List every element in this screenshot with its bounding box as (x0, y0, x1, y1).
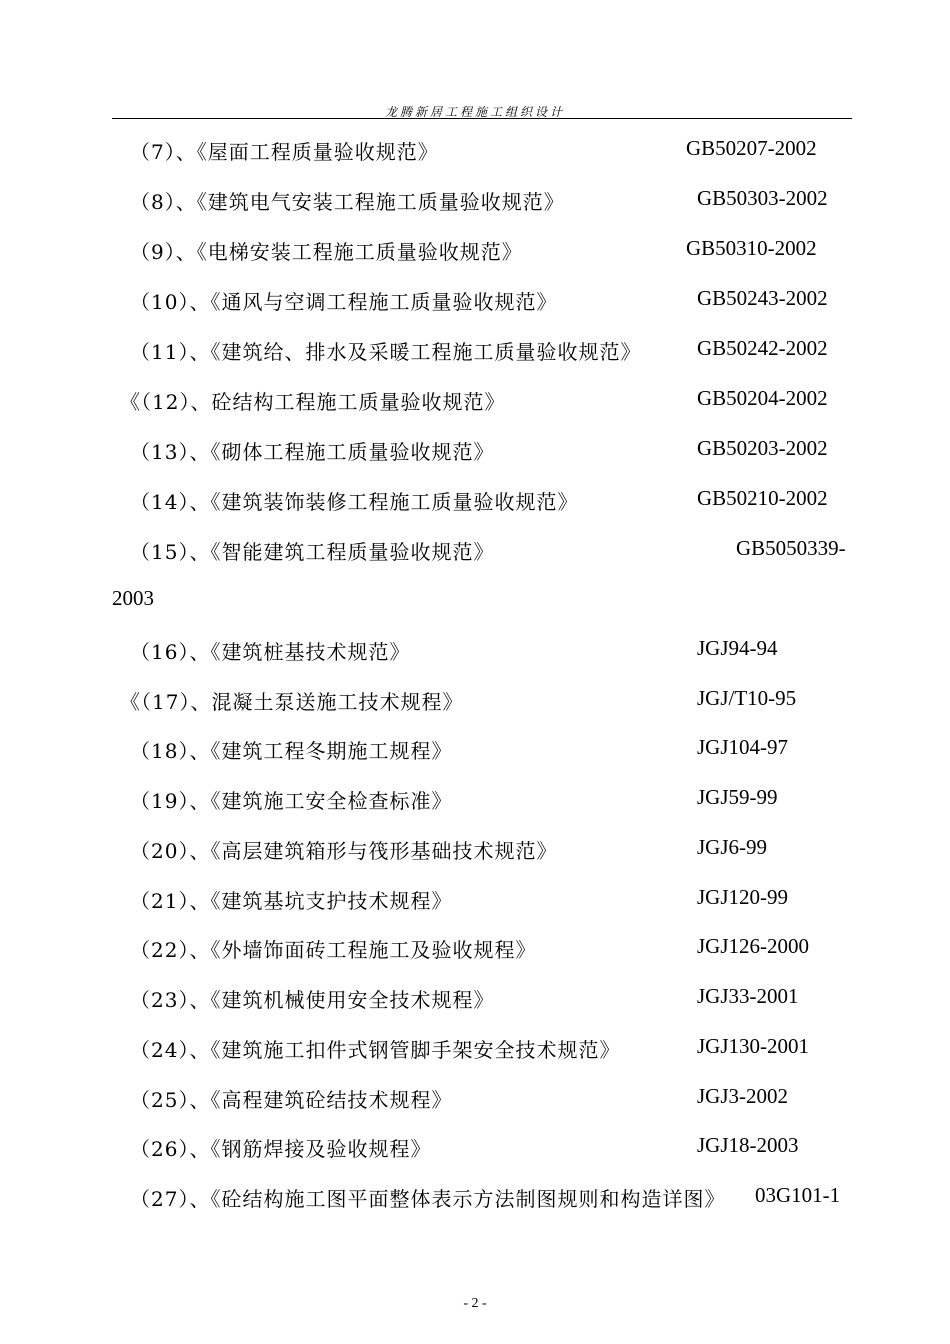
standard-code: GB50207-2002 (686, 136, 817, 160)
page-number: - 2 - (463, 1296, 487, 1311)
standard-row (0, 835, 950, 865)
standard-row (0, 486, 950, 516)
standard-title: 《（17）、混凝土泵送施工技术规程》 (120, 690, 464, 714)
standard-title: （23）、《建筑机械使用安全技术规程》 (130, 988, 495, 1012)
standard-code: JGJ33-2001 (697, 984, 799, 1008)
standard-code: GB5050339- (736, 536, 846, 560)
standard-code: JGJ/T10-95 (697, 686, 797, 710)
standard-title: （15）、《智能建筑工程质量验收规范》 (130, 540, 495, 564)
standard-title: （14）、《建筑装饰装修工程施工质量验收规范》 (130, 490, 579, 514)
running-header: 龙腾新居工程施工组织设计 (384, 105, 565, 119)
standard-title: （8）、《建筑电气安装工程施工质量验收规范》 (130, 190, 565, 214)
standard-row (0, 436, 950, 466)
standard-code: GB50203-2002 (697, 436, 828, 460)
standard-code: GB50243-2002 (697, 286, 828, 310)
standard-title: （18）、《建筑工程冬期施工规程》 (130, 739, 453, 763)
standard-title: （22）、《外墙饰面砖工程施工及验收规程》 (130, 938, 537, 962)
standard-code-continuation: 2003 (112, 586, 154, 610)
standard-code: JGJ18-2003 (697, 1133, 799, 1157)
standard-title: （26）、《钢筋焊接及验收规程》 (130, 1137, 432, 1161)
standard-code: JGJ94-94 (697, 636, 778, 660)
standard-row (0, 785, 950, 815)
standard-code: JGJ120-99 (697, 885, 789, 909)
standard-code: JGJ6-99 (697, 835, 768, 859)
standard-title: 《（12）、砼结构工程施工质量验收规范》 (120, 390, 506, 414)
standard-row (0, 336, 950, 366)
standard-code: JGJ104-97 (697, 735, 789, 759)
standard-row (0, 136, 950, 166)
standard-row (0, 236, 950, 266)
standard-row (0, 934, 950, 964)
standard-row (0, 984, 950, 1014)
standard-code: JGJ126-2000 (697, 934, 810, 958)
standard-code: GB50303-2002 (697, 186, 828, 210)
standard-row (0, 386, 950, 416)
standard-code: JGJ3-2002 (697, 1084, 789, 1108)
standard-title: （27）、《砼结构施工图平面整体表示方法制图规则和构造详图》 (130, 1187, 726, 1211)
standard-title: （10）、《通风与空调工程施工质量验收规范》 (130, 290, 558, 314)
standard-row (0, 286, 950, 316)
header-rule (112, 118, 852, 119)
standard-code: GB50204-2002 (697, 386, 828, 410)
standard-row (0, 636, 950, 666)
standard-row (0, 735, 950, 765)
standard-title: （25）、《高程建筑砼结技术规程》 (130, 1088, 453, 1112)
standard-title: （13）、《砌体工程施工质量验收规范》 (130, 440, 495, 464)
standard-code: GB50242-2002 (697, 336, 828, 360)
standard-row (0, 1034, 950, 1064)
standard-row (0, 1133, 950, 1163)
standard-code: JGJ130-2001 (697, 1034, 810, 1058)
standard-row (0, 186, 950, 216)
standard-title: （20）、《高层建筑箱形与筏形基础技术规范》 (130, 839, 558, 863)
standard-row-continuation (0, 586, 950, 616)
standard-title: （9）、《电梯安装工程施工质量验收规范》 (130, 240, 523, 264)
standard-row (0, 1084, 950, 1114)
standard-title: （16）、《建筑桩基技术规范》 (130, 640, 411, 664)
standard-title: （11）、《建筑给、排水及采暖工程施工质量验收规范》 (130, 340, 642, 364)
standard-row (0, 536, 950, 566)
standard-title: （7）、《屋面工程质量验收规范》 (130, 140, 439, 164)
standard-code: JGJ59-99 (697, 785, 778, 809)
standard-row (0, 885, 950, 915)
standard-code: GB50210-2002 (697, 486, 828, 510)
standard-row (0, 1183, 950, 1213)
standard-code: GB50310-2002 (686, 236, 817, 260)
standard-title: （19）、《建筑施工安全检查标准》 (130, 789, 453, 813)
standard-title: （24）、《建筑施工扣件式钢管脚手架安全技术规范》 (130, 1038, 621, 1062)
standard-row (0, 686, 950, 716)
standard-title: （21）、《建筑基坑支护技术规程》 (130, 889, 453, 913)
standard-code: 03G101-1 (755, 1183, 841, 1207)
